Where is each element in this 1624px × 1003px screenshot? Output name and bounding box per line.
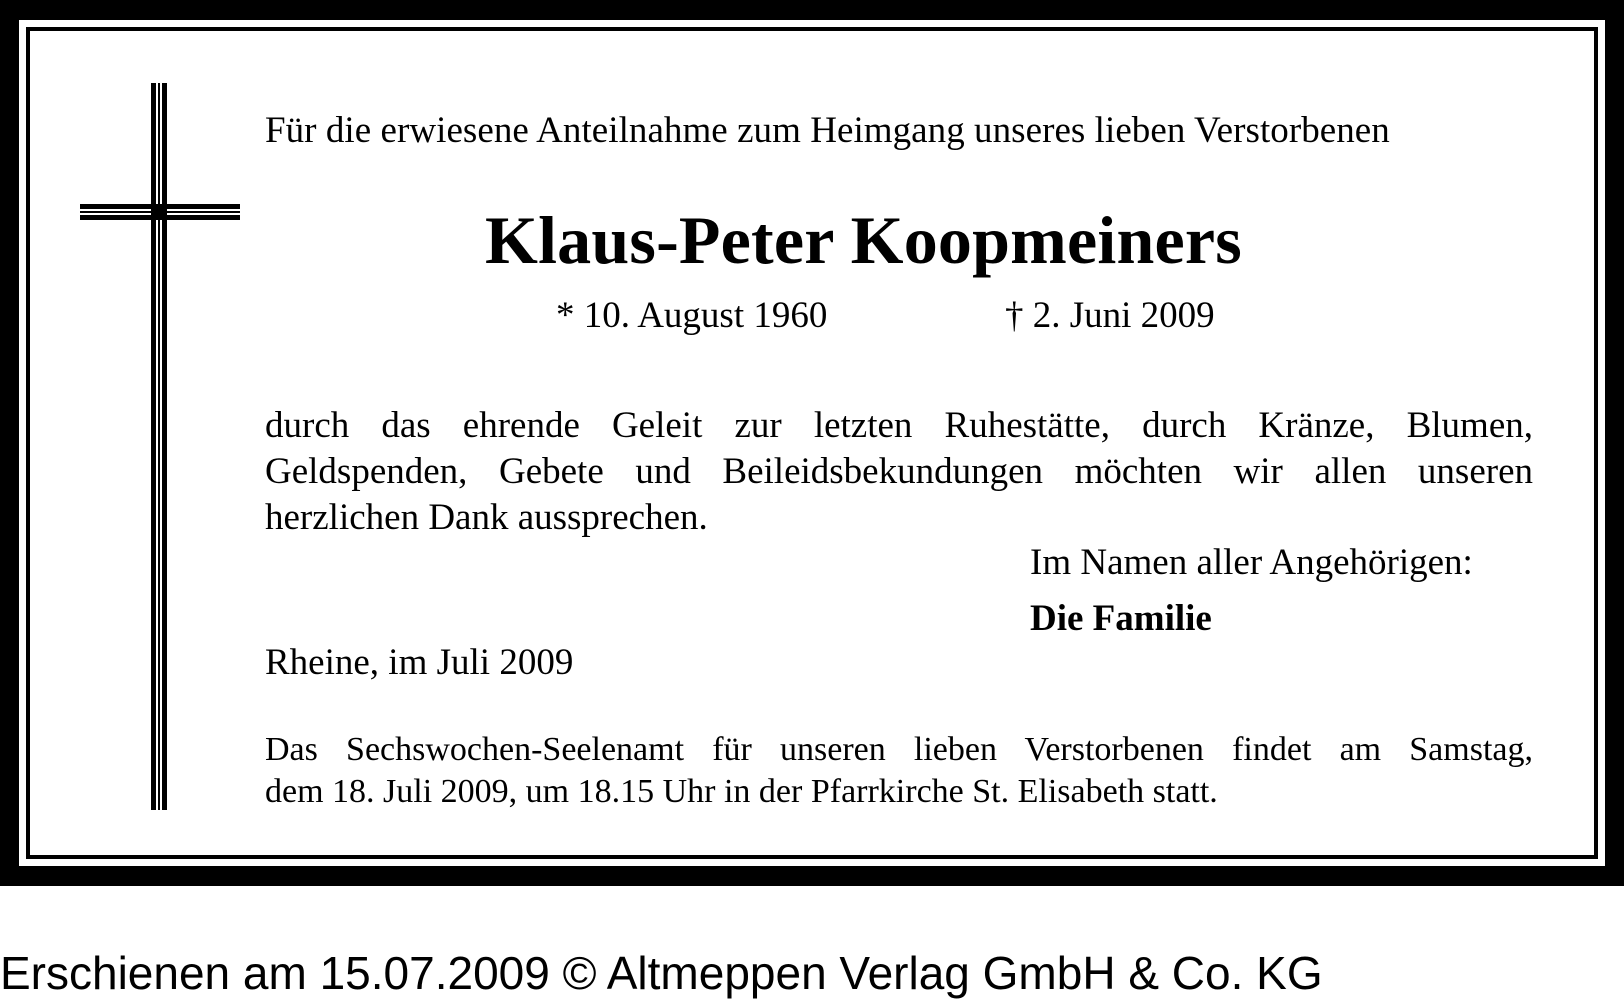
deceased-name: Klaus-Peter Koopmeiners [485, 202, 1242, 278]
birth-date: * 10. August 1960 [556, 295, 828, 336]
notice-intro: Für die erwiesene Anteilnahme zum Heimgang unseres lieben Verstorbenen [265, 110, 1390, 151]
cross-icon [80, 83, 240, 810]
gratitude-line: Geldspenden, Gebete und Beileidsbekundungen möchten wir allen unseren [265, 451, 1533, 492]
service-line: Das Sechswochen-Seelenamt für unseren lieben Verstorbenen findet am Samstag, [265, 731, 1533, 768]
closing-phrase: Im Namen aller Angehörigen: [1030, 542, 1473, 583]
memorial-service-info [265, 729, 1533, 813]
place-date: Rheine, im Juli 2009 [265, 642, 574, 683]
death-date: † 2. Juni 2009 [1005, 295, 1215, 336]
gratitude-line: durch das ehrende Geleit zur letzten Ruhestätte, durch Kränze, Blumen, [265, 405, 1533, 446]
gratitude-message [265, 403, 1533, 541]
publication-footer: Erschienen am 15.07.2009 © Altmeppen Verlag GmbH & Co. KG [0, 947, 1323, 999]
gratitude-line: herzlichen Dank aussprechen. [265, 497, 708, 538]
service-line: dem 18. Juli 2009, um 18.15 Uhr in der Pfarrkirche St. Elisabeth statt. [265, 773, 1218, 810]
family-signature: Die Familie [1030, 598, 1212, 639]
